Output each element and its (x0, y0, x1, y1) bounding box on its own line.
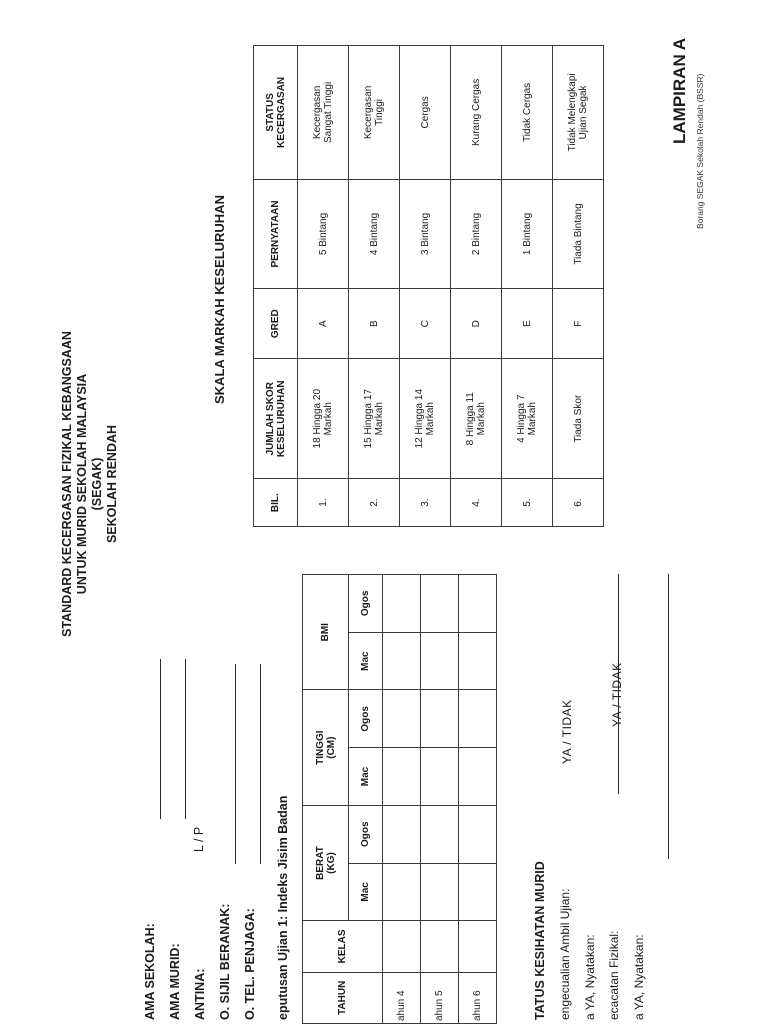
score-cell (553, 359, 604, 479)
year-5: ahun 5 (421, 972, 459, 1023)
cell[interactable] (383, 863, 421, 921)
score-header-2: KESELURUHAN (275, 380, 287, 458)
height-unit: (CM) (325, 736, 337, 759)
disability-answer[interactable]: YA / TIDAK (610, 662, 624, 727)
exemption-detail-label: a YA, Nyatakan: (583, 934, 597, 1020)
exemption-question: engecualian Ambil Ujian: (558, 888, 572, 1020)
weight-mac: Mac (349, 863, 383, 921)
cell[interactable] (421, 748, 459, 806)
status-cell (451, 46, 502, 180)
title-line-4: SEKOLAH RENDAH (105, 424, 119, 544)
gender-value[interactable]: L / P (192, 826, 206, 852)
pupil-line[interactable] (185, 659, 186, 819)
guardian-tel-line[interactable] (260, 664, 261, 864)
col-grade: GRED (254, 289, 298, 359)
score-text: Markah (425, 402, 436, 436)
score-header-1: JUMLAH SKOR (264, 382, 276, 456)
cell[interactable] (459, 921, 497, 972)
table-row (298, 46, 349, 527)
scale-table (253, 45, 604, 527)
status-text: Sangat Tinggi (323, 81, 334, 143)
score-text: 15 Hingga 17 (363, 388, 374, 449)
cell[interactable] (421, 690, 459, 748)
statement-cell: Tiada Bintang (553, 179, 604, 288)
title-line-3: (SEGAK) (90, 457, 104, 511)
score-cell (400, 359, 451, 479)
form-code: Borang SEGAK Sekolah Rendah (BSSR) (695, 73, 705, 229)
disability-question: ecacatan Fizikal: (607, 930, 621, 1020)
statement-cell: 1 Bintang (502, 179, 553, 288)
disability-detail-label: a YA, Nyatakan: (632, 934, 646, 1020)
cell[interactable] (459, 575, 497, 633)
bil-cell: 3. (400, 479, 451, 527)
birth-cert-label: O. SIJIL BERANAK: (218, 903, 232, 1020)
appendix-label: LAMPIRAN A (670, 37, 689, 144)
score-text: 18 Hingga 20 (312, 388, 323, 449)
col-class: KELAS (303, 921, 383, 972)
score-text: Markah (374, 402, 385, 436)
cell[interactable] (421, 863, 459, 921)
birth-cert-line[interactable] (235, 664, 236, 864)
statement-cell: 3 Bintang (400, 179, 451, 288)
weight-unit: (KG) (325, 852, 337, 874)
statement-cell: 5 Bintang (298, 179, 349, 288)
cell[interactable] (459, 805, 497, 863)
cell[interactable] (383, 748, 421, 806)
scale-heading: SKALA MARKAH KESELURUHAN (212, 195, 227, 404)
col-bmi: BMI (303, 575, 349, 690)
statement-cell: 2 Bintang (451, 179, 502, 288)
exemption-answer[interactable]: YA / TIDAK (560, 699, 574, 764)
col-weight (303, 805, 349, 920)
bil-cell: 1. (298, 479, 349, 527)
col-bil: BIL. (254, 479, 298, 527)
grade-cell: C (400, 289, 451, 359)
height-ogos: Ogos (349, 690, 383, 748)
status-text: Tidak Cergas (521, 82, 533, 142)
disability-detail-line[interactable] (668, 574, 669, 859)
cell[interactable] (421, 921, 459, 972)
status-header-2: KECERGASAN (275, 76, 287, 148)
score-text: 12 Hingga 14 (414, 388, 425, 449)
cell[interactable] (421, 632, 459, 690)
score-cell (502, 359, 553, 479)
cell[interactable] (383, 690, 421, 748)
score-cell (298, 359, 349, 479)
score-text: Markah (323, 402, 334, 436)
table-row (502, 46, 553, 527)
title-line-1: STANDARD KECERGASAN FIZIKAL KEBANGSAAN (60, 331, 74, 637)
status-text: Kecergasan (363, 85, 374, 140)
score-cell (349, 359, 400, 479)
cell[interactable] (383, 632, 421, 690)
status-text: Tinggi (374, 98, 385, 126)
status-text: Tidak Melengkapi (567, 73, 578, 152)
status-cell (553, 46, 604, 180)
table-row (421, 575, 459, 1024)
col-statement: PERNYATAAN (254, 179, 298, 288)
score-text: Markah (527, 402, 538, 436)
table-row (459, 575, 497, 1024)
status-text: Kurang Cergas (470, 78, 482, 147)
statement-cell: 4 Bintang (349, 179, 400, 288)
bmi-ogos: Ogos (349, 575, 383, 633)
table-row (451, 46, 502, 527)
bmi-table (302, 574, 497, 1024)
cell[interactable] (459, 863, 497, 921)
height-mac: Mac (349, 748, 383, 806)
col-status (254, 46, 298, 180)
grade-cell: A (298, 289, 349, 359)
weight-ogos: Ogos (349, 805, 383, 863)
table-row (349, 46, 400, 527)
title-line-2: UNTUK MURID SEKOLAH MALAYSIA (75, 373, 89, 595)
cell[interactable] (383, 575, 421, 633)
weight-label: BERAT (314, 846, 326, 880)
pupil-label: AMA MURID: (168, 943, 182, 1020)
grade-cell: F (553, 289, 604, 359)
cell[interactable] (383, 805, 421, 863)
bmi-heading: eputusan Ujian 1: Indeks Jisim Badan (276, 795, 290, 1020)
cell[interactable] (421, 575, 459, 633)
guardian-tel-label: O. TEL. PENJAGA: (243, 908, 257, 1020)
grade-cell: E (502, 289, 553, 359)
gender-label: ANTINA: (193, 968, 207, 1020)
score-text: 8 Hingga 11 (465, 392, 476, 446)
grade-cell: D (451, 289, 502, 359)
grade-cell: B (349, 289, 400, 359)
status-text: Kecergasan (312, 85, 323, 140)
year-6: ahun 6 (459, 972, 497, 1023)
bmi-mac: Mac (349, 632, 383, 690)
bil-cell: 5. (502, 479, 553, 527)
status-text: Ujian Segak (578, 85, 589, 140)
cell[interactable] (383, 921, 421, 972)
bil-cell: 6. (553, 479, 604, 527)
cell[interactable] (459, 632, 497, 690)
year-4: ahun 4 (383, 972, 421, 1023)
table-row (553, 46, 604, 527)
school-line[interactable] (160, 659, 161, 819)
score-cell (451, 359, 502, 479)
bil-cell: 2. (349, 479, 400, 527)
height-label: TINGGI (314, 730, 326, 765)
table-row (400, 46, 451, 527)
cell[interactable] (421, 805, 459, 863)
status-text: Cergas (419, 96, 431, 129)
status-cell (349, 46, 400, 180)
status-cell (298, 46, 349, 180)
school-label: AMA SEKOLAH: (143, 923, 157, 1020)
score-text: Tiada Skor (572, 394, 584, 443)
status-header-1: STATUS (264, 93, 276, 132)
health-heading: TATUS KESIHATAN MURID (533, 861, 547, 1020)
cell[interactable] (459, 748, 497, 806)
status-cell (400, 46, 451, 180)
table-row (383, 575, 421, 1024)
col-height (303, 690, 349, 805)
form-title (60, 274, 120, 694)
score-text: Markah (476, 402, 487, 436)
score-text: 4 Hingga 7 (516, 394, 527, 443)
col-year: TAHUN (303, 972, 383, 1023)
cell[interactable] (459, 690, 497, 748)
status-cell (502, 46, 553, 180)
bil-cell: 4. (451, 479, 502, 527)
col-score (254, 359, 298, 479)
